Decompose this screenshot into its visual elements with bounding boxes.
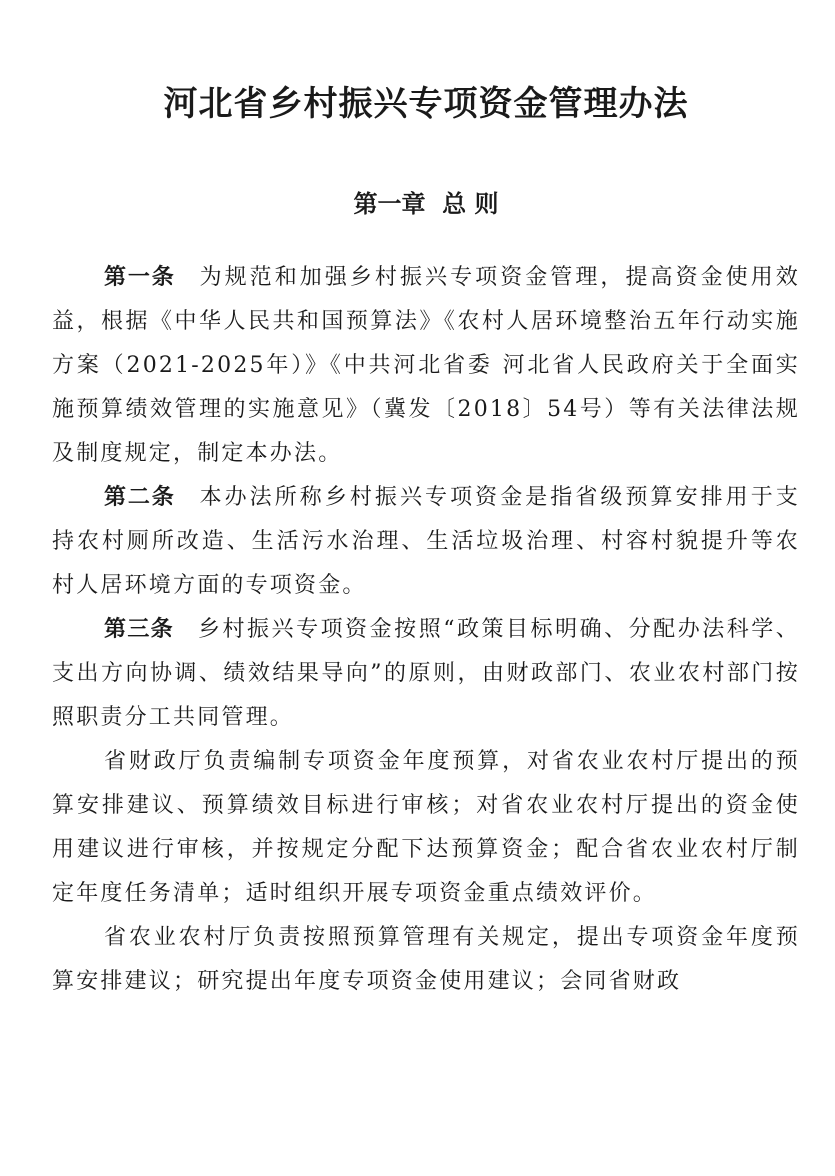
- paragraph-text: 为规范和加强乡村振兴专项资金管理，提高资金使用效益，根据《中华人民共和国预算法》《农村人居环境整治五年行动实施方案（2021-2025年）》《中共河北省委 河北省人民政府关于全面实施预算绩效管理的实施意见》（冀发〔2018〕54号）等有关法律法规及制度规定，制定本办法。: [52, 265, 800, 466]
- article-label: 第一条: [104, 265, 176, 290]
- chapter-heading: 第一章 总 则: [353, 190, 499, 218]
- paragraph-article-1: [52, 256, 800, 476]
- article-label: 第二条: [104, 485, 176, 510]
- article-label: 第三条: [104, 617, 174, 642]
- paragraph-text: 省财政厅负责编制专项资金年度预算，对省农业农村厅提出的预算安排建议、预算绩效目标进行审核；对省农业农村厅提出的资金使用建议进行审核，并按规定分配下达预算资金；配合省农业农村厅制定年度任务清单；适时组织开展专项资金重点绩效评价。: [52, 749, 800, 906]
- paragraph-text: 省农业农村厅负责按照预算管理有关规定，提出专项资金年度预算安排建议；研究提出年度专项资金使用建议；会同省财政: [52, 925, 800, 994]
- document-body: [52, 256, 800, 1004]
- paragraph-article-3: [52, 608, 800, 740]
- paragraph-text: 本办法所称乡村振兴专项资金是指省级预算安排用于支持农村厕所改造、生活污水治理、生活垃圾治理、村容村貌提升等农村人居环境方面的专项资金。: [52, 485, 800, 598]
- paragraph-finance-dept: [52, 740, 800, 916]
- paragraph-article-2: [52, 476, 800, 608]
- paragraph-text: 乡村振兴专项资金按照“政策目标明确、分配办法科学、支出方向协调、绩效结果导向”的原则，由财政部门、农业农村部门按照职责分工共同管理。: [52, 617, 800, 730]
- paragraph-agri-dept: [52, 916, 800, 1004]
- document-title: 河北省乡村振兴专项资金管理办法: [163, 84, 689, 124]
